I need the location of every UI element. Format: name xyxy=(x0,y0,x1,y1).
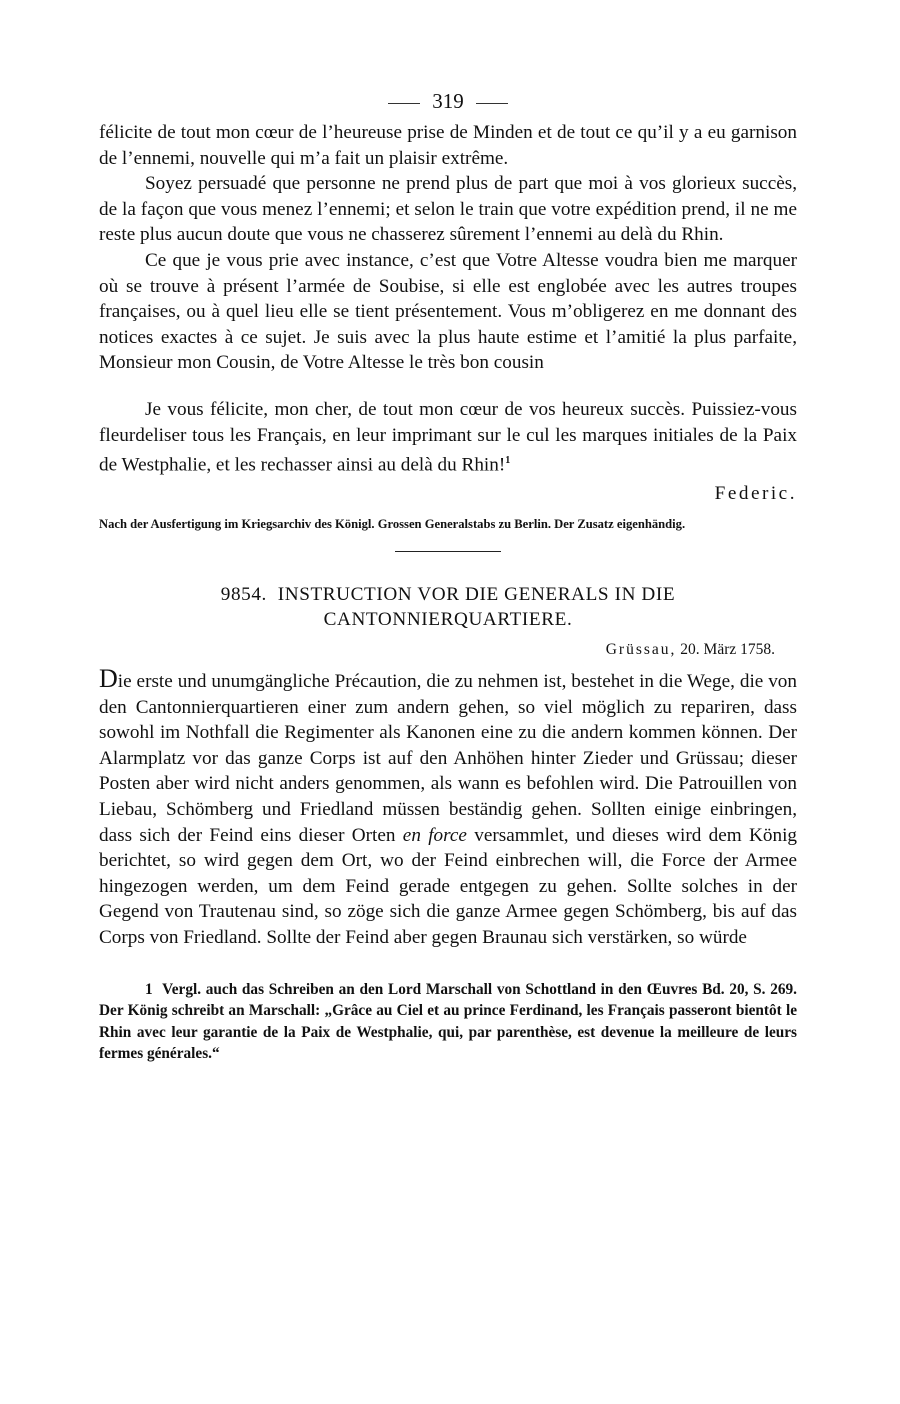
drop-cap: D xyxy=(99,664,118,694)
instruction-text-part1: ie erste und unumgängliche Précaution, die zu nehmen ist, bestehet in die Wege, die von den Cantonnierquartieren einer zum andern gehen, so viel möglich zu repariren, dass sowohl im Nothfall die Regimenter als Kanonen eine zu die andern kommen können. Der Alarmplatz vor das ganze Corps ist auf den Anhöhen hinter Zieder und Grüssau; dieser Posten aber wird nicht anders genommen, als wann es befohlen wird. Die Patrouillen von Liebau, Schömberg und Friedland müssen beständig gehen. Sollten einige einbringen, dass sich der Feind eins dieser Orten xyxy=(99,671,797,846)
source-note: Nach der Ausfertigung im Kriegsarchiv des Königl. Grossen Generalstabs zu Berlin. Der Zusatz eigenhändig. xyxy=(99,517,686,532)
letter-paragraph: félicite de tout mon cœur de l’heureuse prise de Minden et de tout ce qu’il y a eu garnison de l’ennemi, nouvelle qui m’a fait un plaisir extrême. xyxy=(99,122,797,169)
postscript-text: Je vous félicite, mon cher, de tout mon cœur de vos heureux succès. Puissiez-vous fleurdeliser tous les Français, en leur imprimant sur le cul les marques initiales de la Paix de Westphalie, et les rechasser ainsi au delà du Rhin! xyxy=(99,398,797,476)
document-page xyxy=(99,86,797,1065)
letter-body xyxy=(99,120,797,533)
footnote-number: 1 xyxy=(145,980,153,998)
footnote-spacer xyxy=(99,951,797,979)
instruction-body xyxy=(99,664,798,951)
dateline-date: 20. März 1758. xyxy=(680,641,775,659)
header-dash-left xyxy=(388,103,420,104)
section-divider xyxy=(395,551,501,552)
postscript xyxy=(99,397,797,478)
signature: Federic. xyxy=(714,483,797,505)
instruction-text-part2: versammlet, und dieses wird dem König berichtet, so wird gegen dem Ort, wo der Feind einbrechen will, die Force der Armee hingezogen werden, um dem Feind gerade entgegen zu gehen. Sollte solches in der Gegend von Trautenau sind, so zöge sich die ganze Armee gegen Schömberg, bis auf das Corps von Friedland. Sollte der Feind aber gegen Braunau sich verstärken, so würde xyxy=(99,824,798,949)
header-dash-right xyxy=(476,103,508,104)
letter-paragraph: Ce que je vous prie avec instance, c’est que Votre Altesse voudra bien me marquer où se trouve à présent l’armée de Soubise, si elle est englobée avec les autres troupes françaises, ou à quel lieu elle se tient présentement. Vous m’obligerez en me donnant des notices exactes à ce sujet. Je suis avec la plus haute estime et l’amitié la plus parfaite, Monsieur mon Cousin, de Votre Altesse le très bon cousin xyxy=(99,249,797,374)
instruction-italic: en force xyxy=(402,824,467,846)
section-heading xyxy=(99,582,797,632)
section-title: INSTRUCTION VOR DIE GENERALS IN DIE CANTONNIERQUARTIERE. xyxy=(277,584,676,631)
footnote-text: Vergl. auch das Schreiben an den Lord Marschall von Schottland in den Œuvres Bd. 20, S. 269. Der König schreibt an Marschall: „Grâce au Ciel et au prince Ferdinand, les Français passeront bientôt le Rhin avec leur garantie de la Paix de Westphalie, qui, par parenthèse, est devenue la meilleure de leurs fermes générales.“ xyxy=(99,980,797,1063)
letter-paragraph: Soyez persuadé que personne ne prend plus de part que moi à vos glorieux succès, de la façon que vous menez l’ennemi; et selon le train que votre expédition prend, il ne me reste plus aucun doute que vous ne chasserez sûrement l’ennemi au delà du Rhin. xyxy=(99,173,797,246)
dateline xyxy=(99,637,797,663)
footnote-marker: 1 xyxy=(505,455,511,467)
section-number: 9854. xyxy=(220,584,267,606)
page-header xyxy=(99,86,797,120)
page-number: 319 xyxy=(432,89,464,113)
dateline-place: Grüssau, xyxy=(605,641,677,659)
footnote xyxy=(99,979,797,1065)
paragraph-gap xyxy=(99,376,797,397)
